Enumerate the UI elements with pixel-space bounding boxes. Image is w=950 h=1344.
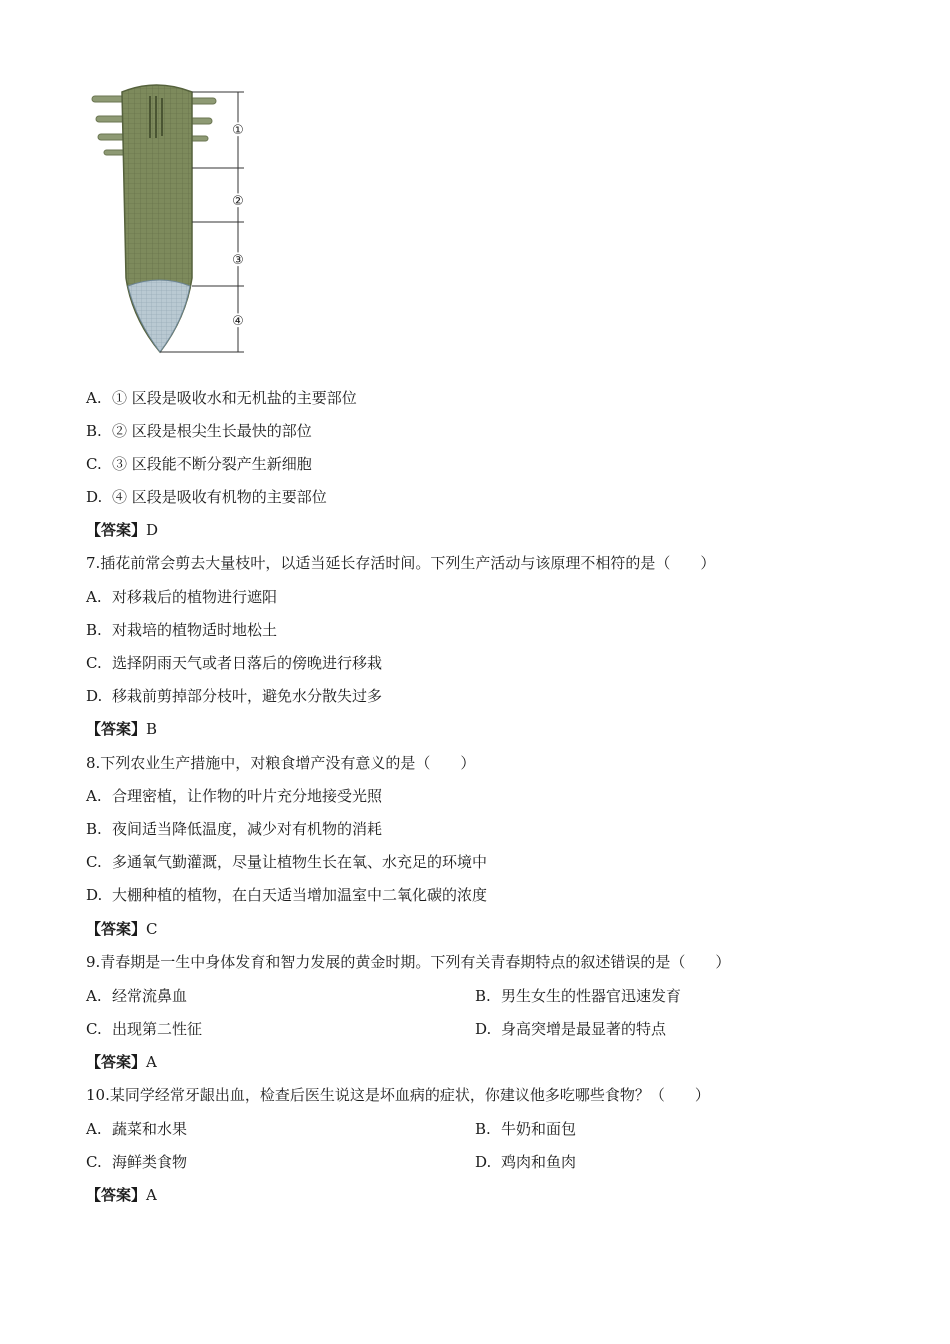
q6-answer <box>86 520 158 540</box>
q7-answer <box>86 719 157 739</box>
option-label: D. <box>86 687 103 705</box>
option-text: ② 区段是根尖生长最快的部位 <box>112 422 312 440</box>
q9-option-b <box>475 986 681 1006</box>
q8-stem: 8.下列农业生产措施中，对粮食增产没有意义的是（ ） <box>86 754 476 772</box>
option-label: B. <box>86 621 102 639</box>
option-text: 经常流鼻血 <box>112 987 188 1005</box>
answer-value: A <box>146 1053 157 1071</box>
option-text: 夜间适当降低温度，减少对有机物的消耗 <box>112 820 383 838</box>
q6-option-a <box>86 388 357 408</box>
q9-stem: 9.青春期是一生中身体发育和智力发展的黄金时期。下列有关青春期特点的叙述错误的是（ ） <box>86 953 731 971</box>
option-label: C. <box>86 455 102 473</box>
option-label: C. <box>86 1153 102 1171</box>
option-text: ① 区段是吸收水和无机盐的主要部位 <box>112 389 357 407</box>
answer-tag: 【答案】 <box>86 521 147 539</box>
q7-stem: 7.插花前常会剪去大量枝叶，以适当延长存活时间。下列生产活动与该原理不相符的是（ ） <box>86 554 716 572</box>
option-text: 出现第二性征 <box>112 1020 203 1038</box>
answer-tag: 【答案】 <box>86 1053 147 1071</box>
option-label: C. <box>86 1020 102 1038</box>
q9-option-a <box>86 986 187 1006</box>
option-text: 移栽前剪掉部分枝叶，避免水分散失过多 <box>112 687 383 705</box>
option-label: C. <box>86 654 102 672</box>
option-label: A. <box>86 787 102 805</box>
q8-option-c <box>86 852 487 872</box>
q9-answer <box>86 1052 157 1072</box>
answer-tag: 【答案】 <box>86 720 147 738</box>
option-text: 合理密植，让作物的叶片充分地接受光照 <box>112 787 383 805</box>
option-text: 身高突增是最显著的特点 <box>501 1020 667 1038</box>
zone-label-4: ④ <box>232 314 244 329</box>
option-label: C. <box>86 853 102 871</box>
option-text: 对栽培的植物适时地松土 <box>112 621 278 639</box>
q10-answer <box>86 1185 157 1205</box>
answer-value: B <box>146 720 158 738</box>
answer-value: D <box>146 521 159 539</box>
q7-option-c <box>86 653 382 673</box>
q6-option-c <box>86 454 312 474</box>
option-text: 海鲜类食物 <box>112 1153 188 1171</box>
option-label: D. <box>475 1020 492 1038</box>
q10-option-a <box>86 1119 187 1139</box>
zone-label-3: ③ <box>232 253 244 268</box>
option-text: 牛奶和面包 <box>501 1120 577 1138</box>
option-text: 鸡肉和鱼肉 <box>501 1153 577 1171</box>
option-label: B. <box>86 422 102 440</box>
option-text: 选择阴雨天气或者日落后的傍晚进行移栽 <box>112 654 383 672</box>
q6-option-d <box>86 487 327 507</box>
option-label: D. <box>86 488 103 506</box>
option-label: B. <box>475 1120 491 1138</box>
option-label: D. <box>475 1153 492 1171</box>
option-text: ④ 区段是吸收有机物的主要部位 <box>112 488 327 506</box>
answer-tag: 【答案】 <box>86 920 147 938</box>
zone-label-2: ② <box>232 194 244 209</box>
q8-option-d <box>86 885 487 905</box>
option-text: 大棚种植的植物，在白天适当增加温室中二氧化碳的浓度 <box>112 886 488 904</box>
q9-option-d <box>475 1019 666 1039</box>
q7-option-b <box>86 620 277 640</box>
option-label: A. <box>86 987 102 1005</box>
answer-tag: 【答案】 <box>86 1186 147 1204</box>
q10-option-b <box>475 1119 576 1139</box>
option-label: D. <box>86 886 103 904</box>
option-text: 对移栽后的植物进行遮阳 <box>112 588 278 606</box>
option-text: 蔬菜和水果 <box>112 1120 188 1138</box>
option-label: B. <box>86 820 102 838</box>
q8-answer <box>86 919 158 939</box>
q8-option-a <box>86 786 382 806</box>
q6-option-b <box>86 421 312 441</box>
option-label: A. <box>86 1120 102 1138</box>
answer-value: C <box>146 920 158 938</box>
q9-option-c <box>86 1019 202 1039</box>
option-label: A. <box>86 389 102 407</box>
option-text: 男生女生的性器官迅速发育 <box>501 987 682 1005</box>
q10-stem: 10.某同学经常牙龈出血，检查后医生说这是坏血病的症状，你建议他多吃哪些食物？（ ） <box>86 1086 710 1104</box>
q10-option-c <box>86 1152 187 1172</box>
root-tip-figure <box>86 78 266 358</box>
q10-option-d <box>475 1152 576 1172</box>
option-text: ③ 区段能不断分裂产生新细胞 <box>112 455 312 473</box>
option-label: B. <box>475 987 491 1005</box>
q7-option-a <box>86 587 277 607</box>
answer-value: A <box>146 1186 157 1204</box>
option-label: A. <box>86 588 102 606</box>
q8-option-b <box>86 819 382 839</box>
q7-option-d <box>86 686 382 706</box>
option-text: 多通氧气勤灌溉，尽量让植物生长在氧、水充足的环境中 <box>112 853 488 871</box>
zone-label-1: ① <box>232 123 244 138</box>
